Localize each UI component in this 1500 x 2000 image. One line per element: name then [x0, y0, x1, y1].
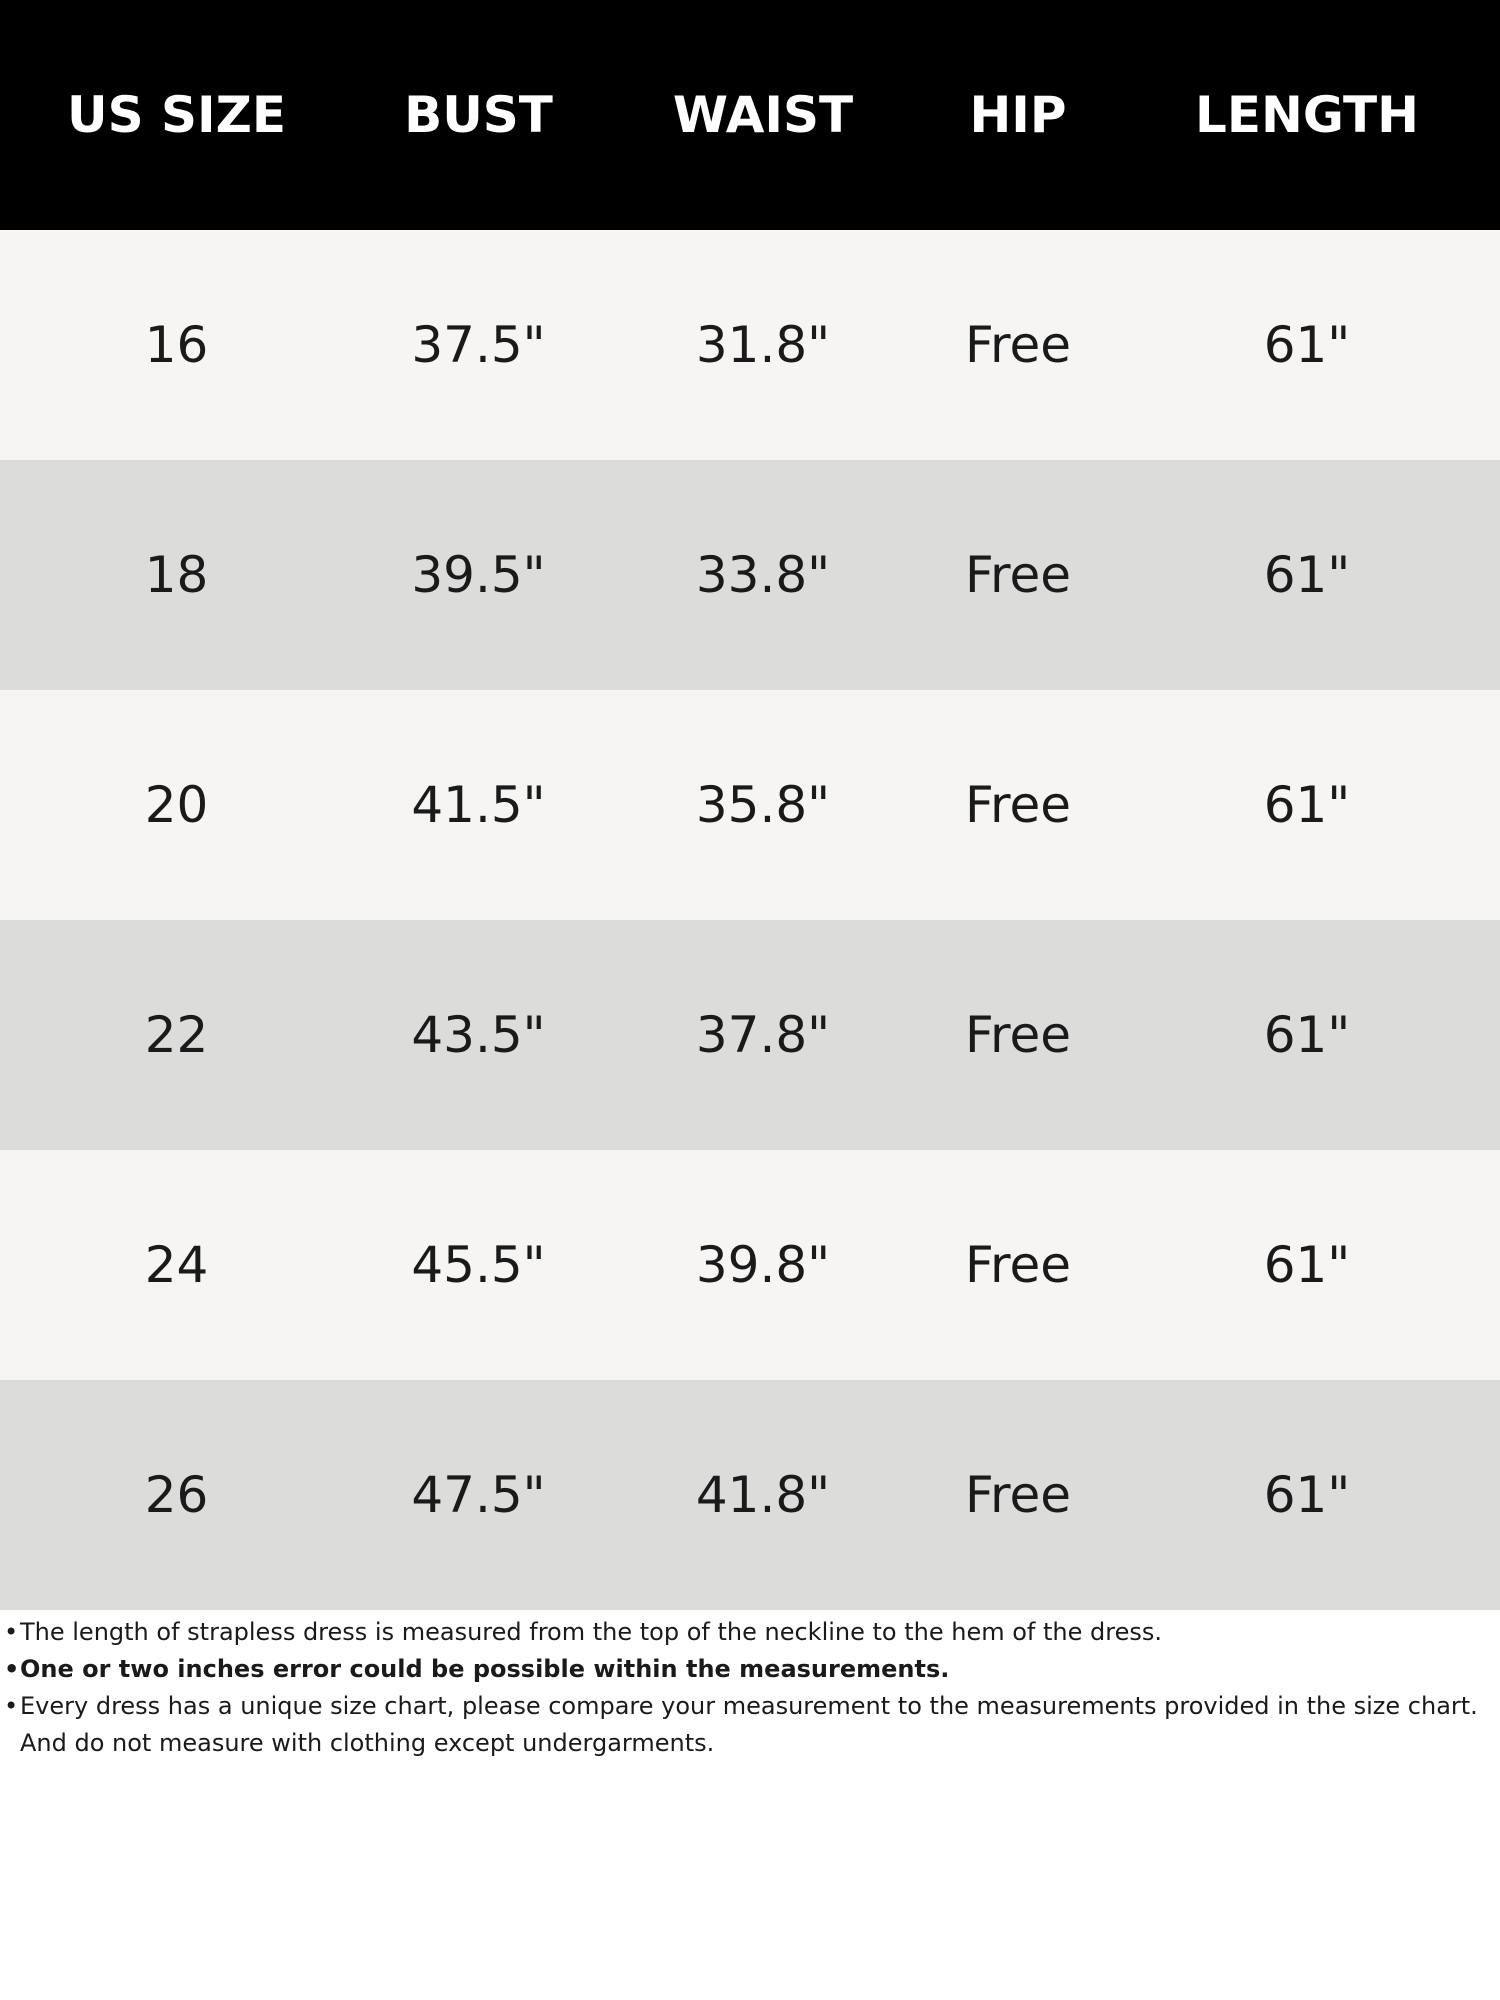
cell-hip: Free	[964, 546, 1072, 604]
cell-hip: Free	[964, 776, 1072, 834]
note-text: One or two inches error could be possible within the measurements.	[20, 1655, 950, 1683]
cell-us-size: 24	[144, 1236, 209, 1294]
cell-length: 61"	[1263, 1466, 1351, 1524]
note-item	[0, 1651, 1500, 1688]
cell-waist: 35.8"	[695, 776, 831, 834]
cell-us-size: 20	[144, 776, 209, 834]
cell-length: 61"	[1263, 316, 1351, 374]
table-row	[0, 230, 1500, 460]
cell-bust: 45.5"	[411, 1236, 546, 1294]
cell-us-size: 16	[144, 316, 209, 374]
bullet-icon: •	[4, 1655, 20, 1683]
note-item	[0, 1688, 1500, 1762]
cell-waist: 33.8"	[695, 546, 831, 604]
bullet-icon: •	[4, 1618, 19, 1646]
note-item	[0, 1614, 1500, 1651]
cell-hip: Free	[964, 1236, 1072, 1294]
header-length: LENGTH	[1195, 86, 1419, 144]
header-us-size: US SIZE	[66, 86, 287, 144]
table-row	[0, 920, 1500, 1150]
cell-hip: Free	[964, 1006, 1072, 1064]
cell-us-size: 26	[144, 1466, 209, 1524]
table-row	[0, 460, 1500, 690]
cell-us-size: 22	[144, 1006, 209, 1064]
cell-bust: 47.5"	[411, 1466, 546, 1524]
cell-bust: 39.5"	[411, 546, 546, 604]
header-waist: WAIST	[672, 86, 854, 144]
cell-waist: 41.8"	[695, 1466, 831, 1524]
table-row	[0, 1380, 1500, 1610]
cell-length: 61"	[1263, 1236, 1351, 1294]
cell-hip: Free	[964, 316, 1072, 374]
cell-us-size: 18	[144, 546, 209, 604]
table-row	[0, 690, 1500, 920]
measurement-notes	[0, 1614, 1500, 1762]
cell-hip: Free	[964, 1466, 1072, 1524]
cell-waist: 39.8"	[695, 1236, 831, 1294]
header-bust: BUST	[404, 86, 553, 144]
cell-bust: 43.5"	[411, 1006, 546, 1064]
note-text: The length of strapless dress is measured from the top of the neckline to the hem of the dress.	[20, 1618, 1162, 1646]
note-text: Every dress has a unique size chart, please compare your measurement to the measurements provided in the size chart. And do not measure with clothing except undergarments.	[20, 1692, 1478, 1757]
cell-waist: 31.8"	[695, 316, 831, 374]
header-hip: HIP	[969, 86, 1067, 144]
cell-length: 61"	[1263, 546, 1351, 604]
cell-bust: 41.5"	[411, 776, 546, 834]
table-row	[0, 1150, 1500, 1380]
table-header-row	[0, 0, 1500, 230]
cell-waist: 37.8"	[695, 1006, 831, 1064]
bullet-icon: •	[4, 1692, 19, 1720]
cell-length: 61"	[1263, 776, 1351, 834]
cell-length: 61"	[1263, 1006, 1351, 1064]
cell-bust: 37.5"	[411, 316, 546, 374]
